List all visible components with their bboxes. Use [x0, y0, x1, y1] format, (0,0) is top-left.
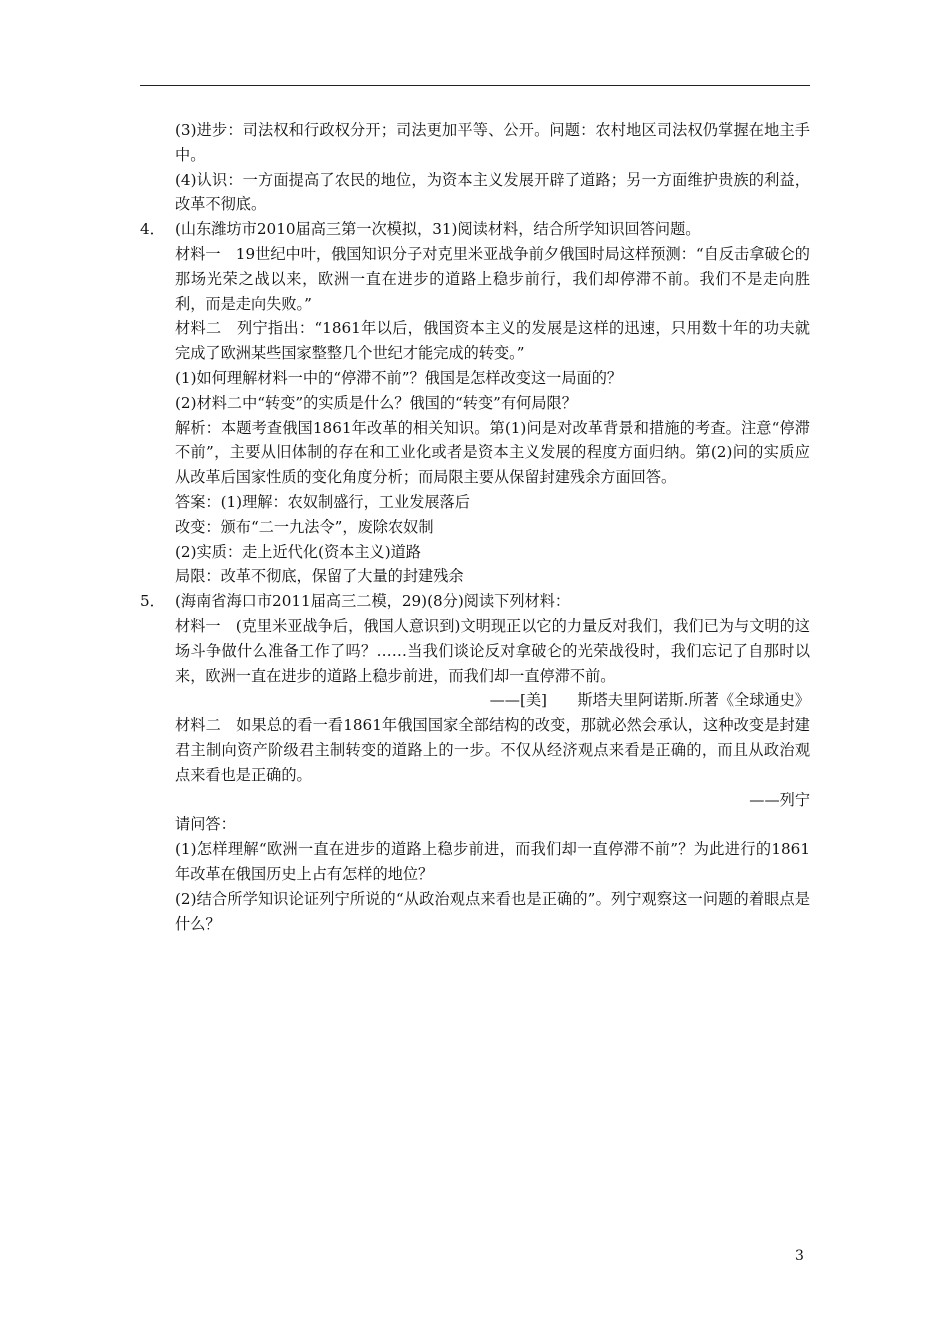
q4-sub-question-2: (2)材料二中“转变”的实质是什么？俄国的“转变”有何局限？	[175, 393, 577, 412]
q4-answer-2: 改变：颁布“二一九法令”，废除农奴制	[175, 517, 434, 536]
q4-sub-question-1: (1)如何理解材料一中的“停滞不前”？俄国是怎样改变这一局面的？	[175, 368, 623, 387]
q5-material-2: 材料二 如果总的看一看1861年俄国国家全部结构的改变，那就必然会承认，这种改变是封建君主制向资产阶级君主制转变的道路上的一步。不仅从经济观点来看是正确的，而且从政治观点来看也是正确的。	[175, 716, 810, 784]
q4-material-2: 材料二 列宁指出：“1861年以后，俄国资本主义的发展是这样的迅速，只用数十年的功夫就完成了欧洲某些国家整整几个世纪才能完成的转变。”	[175, 319, 810, 363]
answer-line-4: (4)认识：一方面提高了农民的地位，为资本主义发展开辟了道路；另一方面维护贵族的利益，改革不彻底。	[175, 170, 810, 214]
q4-answer-3: (2)实质：走上近代化(资本主义)道路	[175, 542, 421, 561]
document-body	[140, 118, 810, 936]
question-5-head	[140, 589, 810, 614]
q4-answer-1: 答案：(1)理解：农奴制盛行，工业发展落后	[175, 492, 470, 511]
page-number: 3	[795, 1248, 804, 1264]
q5-material-1-source: ——[美] 斯塔夫里阿诺斯.所著《全球通史》	[489, 691, 810, 710]
q5-sub-question-1: (1)怎样理解“欧洲一直在进步的道路上稳步前进，而我们却一直停滞不前”？为此进行的1861年改革在俄国历史上占有怎样的地位？	[175, 840, 810, 883]
question-5-title: (海南省海口市2011届高三二模，29)(8分)阅读下列材料：	[175, 592, 571, 611]
q5-prompt: 请问答：	[175, 815, 236, 834]
q5-sub-question-2: (2)结合所学知识论证列宁所说的“从政治观点来看也是正确的”。列宁观察这一问题的着眼点是什么？	[175, 889, 810, 933]
question-5-number: 5．	[140, 592, 165, 611]
q4-material-1: 材料一 19世纪中叶，俄国知识分子对克里米亚战争前夕俄国时局这样预测：“自反击拿破仑的那场光荣之战以来，欧洲一直在进步的道路上稳步前行，我们却停滞不前。我们不是走向胜利，而是走向失败。”	[175, 244, 810, 313]
q4-answer-4: 局限：改革不彻底，保留了大量的封建残余	[175, 567, 464, 586]
q4-analysis: 解析：本题考查俄国1861年改革的相关知识。第(1)问是对改革背景和措施的考查。注意“停滞不前”，主要从旧体制的存在和工业化或者是资本主义发展的程度方面归纳。第(2)问的实质应从改革后国家性质的变化角度分析；而局限主要从保留封建残余方面回答。	[175, 418, 810, 487]
question-4-number: 4．	[140, 220, 165, 239]
question-4-head	[140, 217, 810, 242]
answer-line-3: (3)进步：司法权和行政权分开；司法更加平等、公开。问题：农村地区司法权仍掌握在地主手中。	[175, 121, 810, 164]
header-rule	[140, 85, 810, 86]
q5-material-1: 材料一 (克里米亚战争后，俄国人意识到)文明现正以它的力量反对我们，我们已为与文明的这场斗争做什么准备工作了吗？……当我们谈论反对拿破仑的光荣战役时，我们忘记了自那时以来，欧洲一直在进步的道路上稳步前进，而我们却一直停滞不前。	[175, 616, 810, 685]
question-4-title: (山东潍坊市2010届高三第一次模拟，31)阅读材料，结合所学知识回答问题。	[175, 220, 701, 239]
q5-material-2-source: ——列宁	[749, 790, 810, 809]
